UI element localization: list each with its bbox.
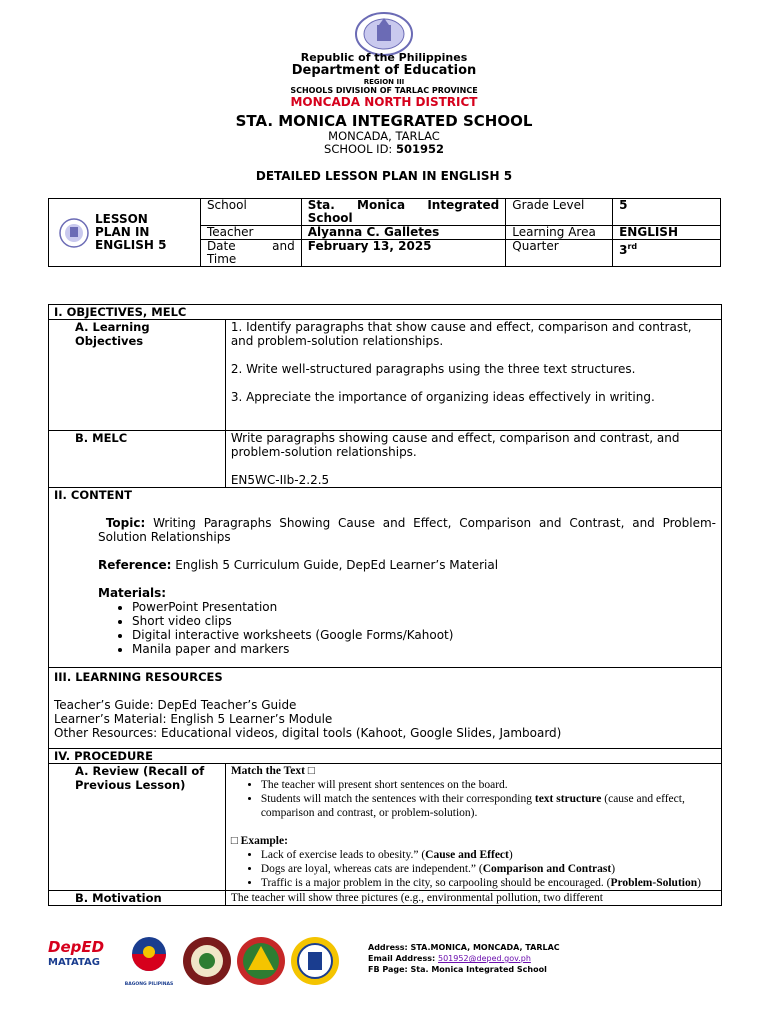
objective-item: 3. Appreciate the importance of organizing ideas effectively in writing.	[230, 390, 655, 404]
melc-code: EN5WC-IIb-2.2.5	[230, 473, 330, 487]
example-text: )	[508, 849, 513, 861]
grade-level-label: Grade Level	[506, 199, 613, 226]
melc-cell	[225, 431, 721, 488]
content-heading: II. CONTENT	[54, 488, 132, 502]
topic-line	[54, 516, 716, 544]
division-line: SCHOOLS DIVISION OF TARLAC PROVINCE	[290, 86, 478, 95]
example-structure: Cause and Effect	[425, 849, 509, 861]
example-text: Lack of exercise leads to obesity.” (	[260, 849, 426, 861]
example-title	[231, 834, 716, 848]
region-line: REGION III	[363, 78, 405, 86]
date-value: February 13, 2025	[301, 240, 506, 267]
footer-address: Address: STA.MONICA, MONCADA, TARLAC	[368, 943, 560, 952]
bullet-bold-text: text structure	[534, 793, 602, 805]
review-bullets	[231, 778, 716, 820]
teacher-label: Teacher	[200, 226, 301, 240]
school-id-label: SCHOOL ID:	[324, 142, 396, 156]
department-line: Department of Education	[291, 63, 477, 78]
objective-item: 1. Identify paragraphs that show cause and effect, comparison and contrast, and problem-solution relationships.	[230, 320, 692, 348]
school-value: Sta. Monica Integrated School	[301, 199, 506, 226]
footer-email-line	[368, 953, 560, 964]
missing-glyph-icon: □	[307, 765, 315, 777]
motivation-label: B. Motivation	[49, 891, 226, 906]
school-town: MONCADA, TARLAC	[328, 129, 440, 143]
division-seal-icon	[182, 936, 232, 986]
quarter-suffix: rd	[627, 242, 638, 251]
school-seal-icon	[290, 936, 340, 986]
document-title: DETAILED LESSON PLAN IN ENGLISH 5	[255, 169, 513, 183]
materials-list	[54, 600, 716, 656]
list-item: • Short video clips	[132, 614, 716, 628]
resource-line: Other Resources: Educational videos, digital tools (Kahoot, Google Slides, Jamboard)	[54, 726, 562, 740]
learning-area-label: Learning Area	[506, 226, 613, 240]
lesson-info-table	[48, 198, 721, 267]
motivation-text: The teacher will show three pictures (e.g., environmental pollution, two different	[225, 891, 721, 906]
procedure-heading: IV. PROCEDURE	[49, 749, 722, 764]
lesson-plan-title: LESSON PLAN IN ENGLISH 5	[95, 212, 167, 252]
match-title-text: Match the Text	[230, 765, 308, 777]
learning-area-value: ENGLISH	[613, 226, 721, 240]
resource-line: Learner’s Material: English 5 Learner’s Module	[54, 712, 333, 726]
quarter-value	[613, 240, 721, 267]
materials-label: Materials:	[98, 586, 167, 600]
melc-label: B. MELC	[49, 431, 226, 488]
reference-text: English 5 Curriculum Guide, DepEd Learner’s Material	[171, 558, 499, 572]
example-text: )	[611, 863, 616, 875]
example-structure: Problem-Solution	[610, 877, 698, 889]
match-title	[231, 764, 716, 778]
example-bullets	[231, 848, 716, 890]
school-id-value: 501952	[395, 142, 444, 156]
lesson-plan-table	[48, 304, 722, 906]
objective-item: 2. Write well-structured paragraphs using the three text structures.	[230, 362, 636, 376]
list-item: • Manila paper and markers	[132, 642, 716, 656]
footer-email-label: Email Address:	[368, 954, 438, 963]
content-cell	[49, 488, 722, 668]
example-structure: Comparison and Contrast	[482, 863, 612, 875]
school-label: School	[200, 199, 301, 226]
deped-seal-icon	[355, 12, 413, 56]
list-item: • The teacher will present short sentences on the board.	[261, 778, 716, 792]
date-time-label: Date and Time	[200, 240, 301, 267]
deped-seal-icon	[59, 218, 89, 248]
resources-cell	[49, 668, 722, 749]
teacher-value: Alyanna C. Galletes	[301, 226, 506, 240]
school-deped-seal-icon	[236, 936, 286, 986]
list-item	[261, 848, 716, 862]
resources-heading: III. LEARNING RESOURCES	[54, 670, 223, 684]
review-cell	[225, 764, 721, 891]
bullet-text: Students will match the sentences with their corresponding	[260, 793, 535, 805]
example-label: Example:	[240, 835, 288, 847]
melc-text: Write paragraphs showing cause and effect, comparison and contrast, and problem-solution relationships.	[230, 431, 680, 459]
footer-address-block	[368, 942, 560, 975]
school-id	[0, 142, 768, 156]
district-line: MONCADA NORTH DISTRICT	[290, 95, 478, 109]
example-text: )	[697, 877, 701, 889]
matatag-logo-text: MATATAG	[48, 957, 100, 968]
example-text: Dogs are loyal, whereas cats are independent.” (	[260, 863, 483, 875]
bullet-text: (cause and effect, comparison and contrast, or problem-solution).	[260, 793, 685, 819]
list-item	[261, 792, 716, 820]
review-label: A. Review (Recall of Previous Lesson)	[49, 764, 226, 891]
bagong-pilipinas-icon	[120, 932, 178, 978]
reference-label: Reference:	[98, 558, 172, 572]
reference-line	[54, 558, 716, 572]
list-item: • PowerPoint Presentation	[132, 600, 716, 614]
missing-glyph-icon: □	[230, 835, 241, 847]
deped-logo-text: DepED	[48, 938, 105, 956]
list-item	[261, 876, 716, 890]
grade-level-value: 5	[613, 199, 721, 226]
list-item	[261, 862, 716, 876]
topic-label: Topic:	[105, 516, 146, 530]
learning-objectives-label: A. Learning Objectives	[49, 320, 226, 431]
topic-text: Writing Paragraphs Showing Cause and Effect, Comparison and Contrast, and Problem-Solution Relationships	[98, 516, 716, 544]
school-name: STA. MONICA INTEGRATED SCHOOL	[235, 112, 533, 130]
lesson-plan-title-cell	[49, 199, 201, 267]
resource-line: Teacher’s Guide: DepEd Teacher’s Guide	[54, 698, 297, 712]
list-item: • Digital interactive worksheets (Google Forms/Kahoot)	[132, 628, 716, 642]
bagong-pilipinas-logo	[120, 932, 178, 990]
quarter-label: Quarter	[506, 240, 613, 267]
quarter-number: 3	[619, 243, 628, 257]
footer-logos	[48, 932, 348, 990]
objectives-heading: I. OBJECTIVES, MELC	[49, 305, 722, 320]
example-text: Traffic is a major problem in the city, so carpooling should be encouraged. (	[260, 877, 611, 889]
learning-objectives-cell	[225, 320, 721, 431]
bagong-pilipinas-text: BAGONG PILIPINAS	[124, 982, 174, 987]
footer-fb-page: FB Page: Sta. Monica Integrated School	[368, 965, 547, 974]
deped-matatag-logo	[48, 938, 110, 984]
republic-line: Republic of the Philippines	[300, 51, 468, 64]
footer-email-link[interactable]: 501952@deped.gov.ph	[438, 954, 531, 963]
